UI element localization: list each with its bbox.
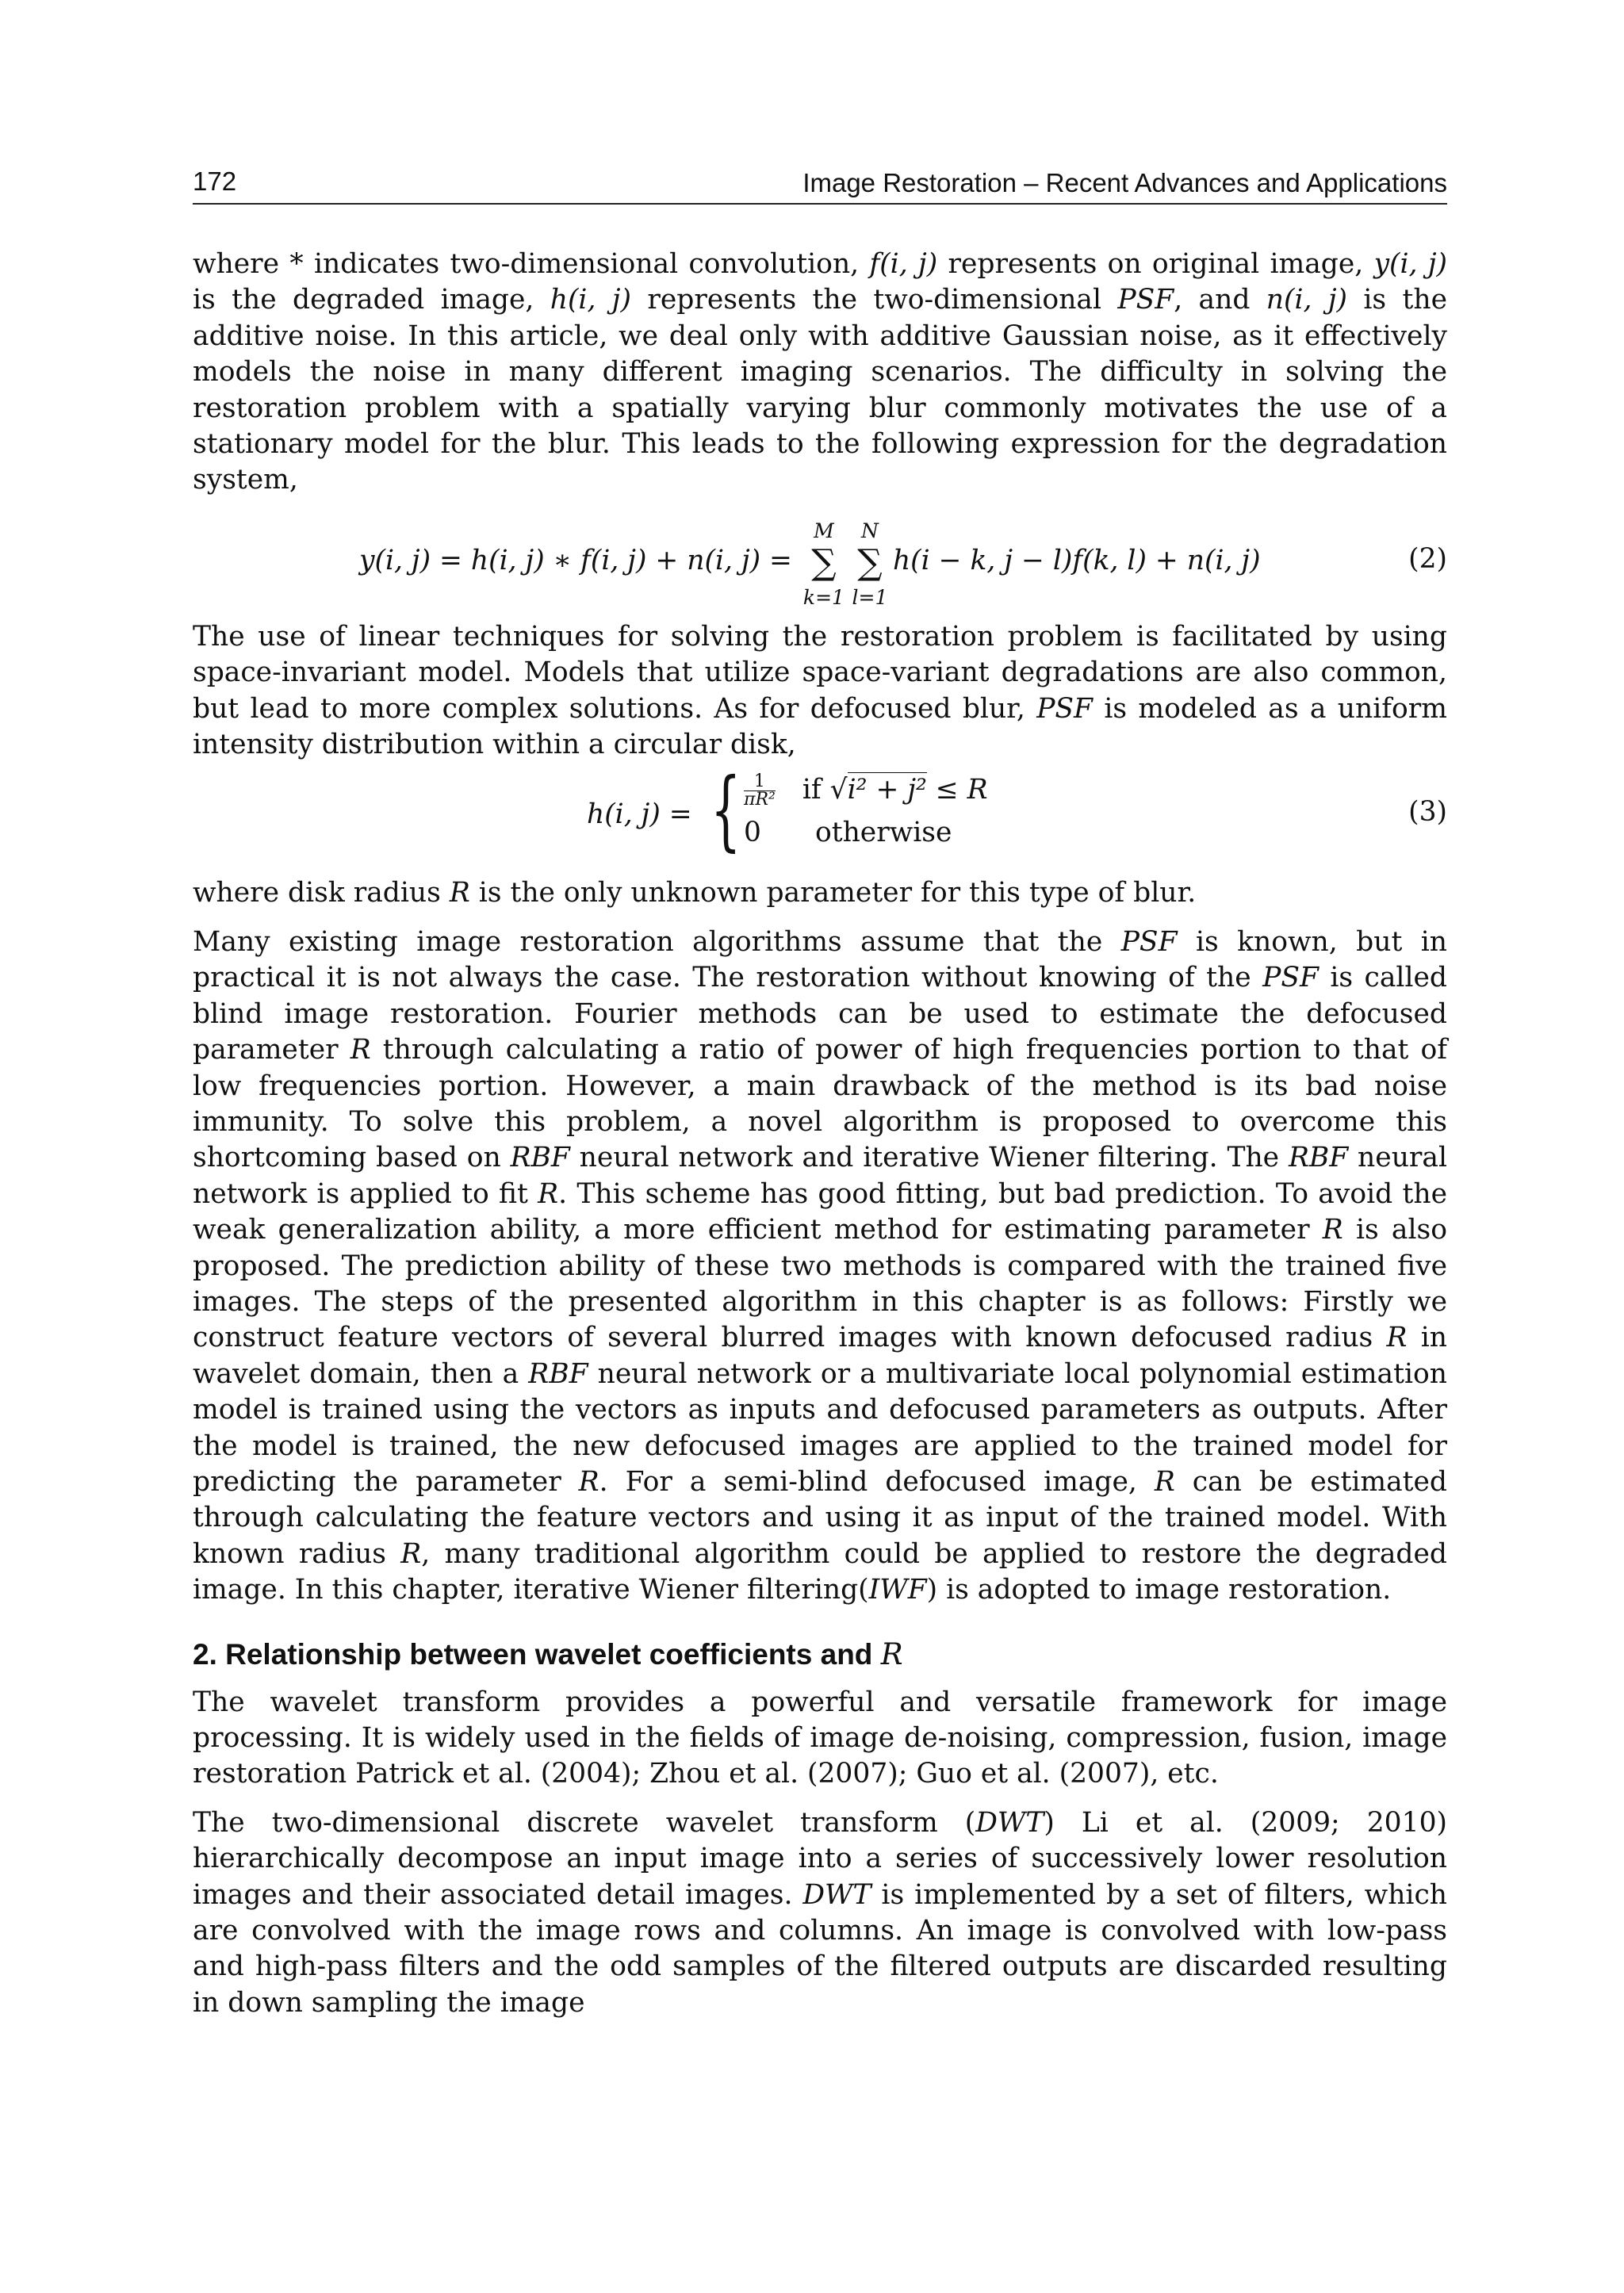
paragraph-convolution-definition [193,247,1447,499]
case-2-condition: otherwise [814,817,952,849]
text-run: . For a semi-blind defocused image, [599,1465,1155,1498]
paragraph-linear-techniques [193,619,1447,764]
equation-2-expression [359,519,1261,609]
text-run: is the only unknown parameter for this type of blur. [469,877,1197,909]
math-y: y(i, j) [1373,248,1447,280]
sum-k [801,519,847,609]
text-run: through calculating a ratio of power of high frequencies portion to that of low frequencies portion. However, a main drawback of the method is its bad noise immunity. To solve this problem, a novel algorithm is proposed to overcome this shortcoming based on [193,1034,1447,1174]
text-run: Many existing image restoration algorithms assume that the [193,925,1121,958]
equation-number-3: (3) [1408,796,1447,829]
math-iwf: IWF [868,1574,927,1606]
math-dwt: DWT [802,1878,871,1911]
text-run: represents the two-dimensional [630,284,1118,316]
sigma-symbol: ∑ [811,542,837,583]
math-r: R [1386,1322,1408,1354]
running-head [193,163,1447,205]
equation-3-lhs: h(i, j) = [587,798,692,831]
fraction-one-over-pi-r-squared [744,773,776,809]
math-psf: PSF [1120,925,1178,958]
math-r: R [880,1636,903,1671]
math-n: n(i, j) [1266,284,1348,316]
math-f: f(i, j) [869,248,938,280]
sum-k-lower: k=1 [802,585,845,609]
math-dwt: DWT [975,1806,1044,1839]
math-psf: PSF [1117,284,1174,316]
text-run: represents on original image, [937,248,1374,280]
text-run: is the degraded image, [193,284,550,316]
equation-3-case-2 [744,815,952,851]
equation-2-rhs: h(i − k, j − l)f(k, l) + n(i, j) [892,544,1261,576]
math-h: h(i, j) [550,284,631,316]
equation-3-case-1 [744,772,988,809]
text-run: where disk radius [193,877,450,909]
section-heading-text: 2. Relationship between wavelet coefficients and [193,1637,881,1671]
case-2-value: 0 [744,817,761,849]
text-run: , and [1174,284,1266,316]
left-brace: { [710,759,741,861]
text-run: . This scheme has good fitting, but bad prediction. To avoid the weak generalization ability, a more efficient method for estimating parameter [193,1177,1447,1246]
text-run: The use of linear techniques for solving the restoration problem is facilitated by using space-invariant model. Models that utilize space-variant degradations are also common, but lead to more complex solutions. As for defocused blur, [193,620,1447,725]
sqrt-symbol: √ [829,774,848,806]
text-run: is implemented by a set of filters, which are convolved with the image rows and columns. An image is convolved with low-pass and high-pass filters and the odd samples of the filtered outputs are discarded resulting in down sampling the image [193,1878,1447,2019]
fraction-numerator: 1 [744,773,776,791]
text-run: The two-dimensional discrete wavelet transform ( [193,1806,976,1839]
text-run: , many traditional algorithm could be applied to restore the degraded image. In this chapter, iterative Wiener filtering( [193,1537,1447,1606]
text-run: in wavelet domain, then a [193,1322,1447,1390]
paragraph-dwt [193,1805,1447,2021]
text-run: can be estimated through calculating the feature vectors and using it as input of the trained model. With known radius [193,1465,1448,1570]
paragraph-disk-radius [193,875,1447,911]
paragraph-wavelet-transform: The wavelet transform provides a powerful and versatile framework for image processing. It is widely used in the fields of image de-noising, compression, fusion, image restoration Patrick et al. (2004); Zhou et al. (2007); Guo et al. (2007), etc. [193,1686,1447,1790]
sigma-symbol: ∑ [857,542,883,583]
condition-if: if [802,774,830,806]
text-run: is modeled as a uniform intensity distribution within a circular disk, [193,692,1447,761]
sum-l [847,519,893,609]
condition-bound: ≤ R [926,774,988,806]
paragraph-algorithm-overview [193,924,1447,1609]
math-psf: PSF [1036,692,1093,725]
equation-2-lhs: y(i, j) = h(i, j) ∗ f(i, j) + n(i, j) = [359,544,801,576]
page-number: 172 [193,167,237,196]
text-run: ) is adopted to image restoration. [926,1574,1392,1606]
equation-3 [193,759,1447,864]
math-r: R [538,1177,559,1210]
text-run: ) Li et al. (2009; 2010) hierarchically decompose an input image into a series of successively lower resolution images and their associated detail images. [193,1806,1447,1911]
running-title: Image Restoration – Recent Advances and Applications [802,168,1447,197]
math-r: R [1322,1214,1343,1246]
math-r: R [400,1537,422,1570]
math-r: R [350,1034,371,1066]
equation-2-body [359,510,1311,609]
section-heading-2 [193,1636,1447,1674]
equation-2 [193,510,1447,609]
equation-number-2: (2) [1408,542,1447,575]
math-rbf: RBF [510,1142,570,1174]
text-run: is called blind image restoration. Fourier methods can be used to estimate the defocused parameter [193,962,1447,1066]
sum-l-lower: l=1 [852,585,888,609]
text-run: is known, but in practical it is not always the case. The restoration without knowing of the [193,925,1448,994]
text-run: neural network or a multivariate local polynomial estimation model is trained using the vectors as inputs and defocused parameters as outputs. After the model is trained, the new defocused images are applied to the trained model for predicting the parameter [193,1357,1447,1498]
math-r: R [1154,1465,1175,1498]
fraction-denominator: πR² [744,790,776,810]
math-r: R [578,1465,599,1498]
math-rbf: RBF [1288,1142,1349,1174]
text-run: is the additive noise. In this article, we deal only with additive Gaussian noise, as it effectively models the noise in many different imaging scenarios. The difficulty in solving the restoration problem with a spatially varying blur commonly motivates the use of a stationary model for the blur. This leads to the following expression for the degradation system, [193,284,1447,496]
text-run: neural network and iterative Wiener filtering. The [569,1142,1289,1174]
math-rbf: RBF [528,1357,588,1390]
sum-k-upper: M [814,519,834,542]
sqrt-radicand: i² + j² [847,774,927,806]
math-psf: PSF [1262,962,1319,994]
sum-l-upper: N [861,519,879,542]
page-body [193,247,1447,2021]
math-r: R [449,877,470,909]
text-run: is also proposed. The prediction ability of these two methods is compared with the trained five images. The steps of the presented algorithm in this chapter is as follows: Firstly we construct feature vectors of several blurred images with known defocused radius [193,1214,1447,1354]
text-run: where * indicates two-dimensional convolution, [193,248,870,280]
text-run: neural network is applied to fit [193,1142,1448,1210]
